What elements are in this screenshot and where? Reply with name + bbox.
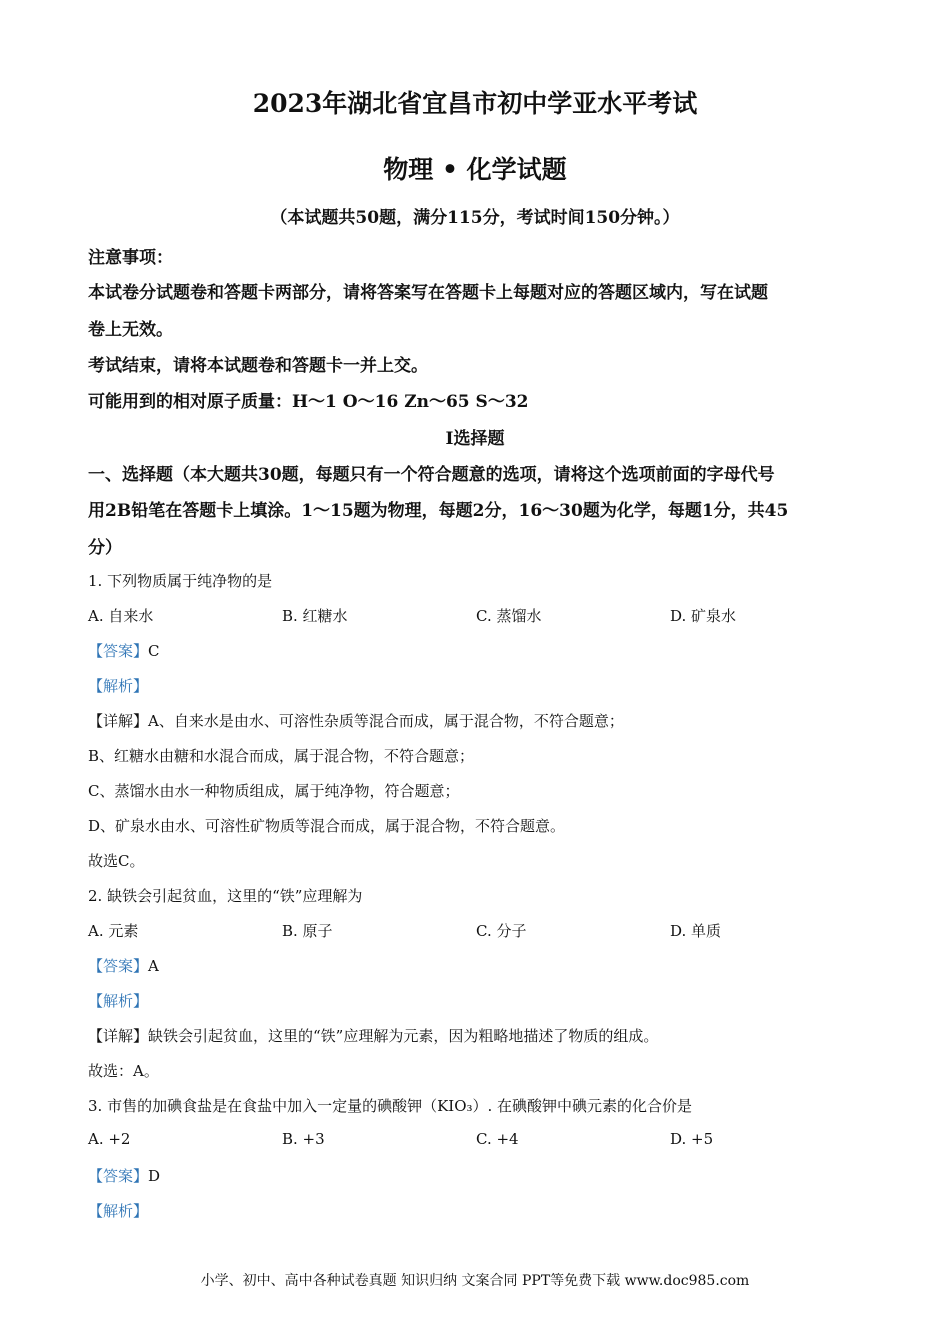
question-3-option-b: B. +3 [282, 1130, 325, 1148]
answer-tag: 【答案】 [88, 642, 149, 660]
question-2-analysis [88, 990, 148, 1011]
answer-tag: 【答案】 [88, 957, 149, 975]
notice-line-4: 可能用到的相对原子质量：H～1 O～16 Zn～65 S～32 [88, 392, 529, 412]
question-1-option-a: A. 自来水 [88, 607, 154, 625]
notice-line-3: 考试结束，请将本试题卷和答题卡一并上交。 [88, 356, 428, 376]
question-2-stem: 2. 缺铁会引起贫血，这里的“铁”应理解为 [88, 887, 363, 905]
question-1-option-d: D. 矿泉水 [670, 607, 737, 625]
question-3-stem: 3. 市售的加碘食盐是在食盐中加入一定量的碘酸钾（KIO₃）. 在碘酸钾中碘元素的化合价是 [88, 1097, 693, 1115]
question-3-analysis [88, 1200, 148, 1221]
question-1-stem: 1. 下列物质属于纯净物的是 [88, 572, 273, 590]
section-instruction-3: 分） [88, 538, 122, 558]
section-instruction-2: 用2B铅笔在答题卡上填涂。1～15题为物理，每题2分，16～30题为化学，每题1分，共45 [88, 501, 789, 521]
question-1-detail-4: D、矿泉水由水、可溶性矿物质等混合而成，属于混合物，不符合题意。 [88, 817, 566, 835]
analysis-tag: 【解析】 [88, 677, 149, 695]
answer-value: A [148, 957, 159, 975]
question-2-detail-1: 【详解】缺铁会引起贫血，这里的“铁”应理解为元素，因为粗略地描述了物质的组成。 [88, 1027, 659, 1045]
answer-value: D [148, 1167, 161, 1185]
answer-value: C [148, 642, 160, 660]
question-1-detail-2: B、红糖水由糖和水混合而成，属于混合物，不符合题意； [88, 747, 475, 765]
exam-subject: 物理 • 化学试题 [383, 155, 567, 184]
question-2-option-d: D. 单质 [670, 922, 722, 940]
exam-info: （本试题共50题，满分115分，考试时间150分钟。） [270, 208, 680, 228]
notice-line-1: 本试卷分试题卷和答题卡两部分，请将答案写在答题卡上每题对应的答题区域内，写在试题 [88, 283, 768, 303]
section-title: Ⅰ选择题 [445, 429, 505, 449]
question-1-option-c: C. 蒸馏水 [476, 607, 542, 625]
question-1-option-b: B. 红糖水 [282, 607, 348, 625]
analysis-tag: 【解析】 [88, 1202, 149, 1220]
question-3-answer [88, 1165, 160, 1186]
page-footer: 小学、初中、高中各种试卷真题 知识归纳 文案合同 PPT等免费下载 www.doc985.com [200, 1273, 750, 1289]
question-2-option-b: B. 原子 [282, 922, 333, 940]
question-1-analysis [88, 675, 148, 696]
question-1-conclusion: 故选C。 [88, 852, 145, 870]
question-3-option-c: C. +4 [476, 1130, 519, 1148]
question-1-detail-1: 【详解】A、自来水是由水、可溶性杂质等混合而成，属于混合物，不符合题意； [88, 712, 624, 730]
question-2-option-a: A. 元素 [88, 922, 139, 940]
question-1-detail-3: C、蒸馏水由水一种物质组成，属于纯净物，符合题意； [88, 782, 460, 800]
question-3-option-a: A. +2 [88, 1130, 131, 1148]
question-1-answer [88, 640, 160, 661]
analysis-tag: 【解析】 [88, 992, 149, 1010]
exam-title: 2023年湖北省宜昌市初中学亚水平考试 [252, 89, 698, 118]
question-2-conclusion: 故选：A。 [88, 1062, 159, 1080]
question-2-answer [88, 955, 159, 976]
notice-line-2: 卷上无效。 [88, 320, 173, 340]
notice-heading: 注意事项： [88, 248, 173, 268]
question-2-option-c: C. 分子 [476, 922, 527, 940]
section-instruction-1: 一、选择题（本大题共30题，每题只有一个符合题意的选项，请将这个选项前面的字母代号 [88, 465, 775, 485]
answer-tag: 【答案】 [88, 1167, 149, 1185]
question-3-option-d: D. +5 [670, 1130, 714, 1148]
